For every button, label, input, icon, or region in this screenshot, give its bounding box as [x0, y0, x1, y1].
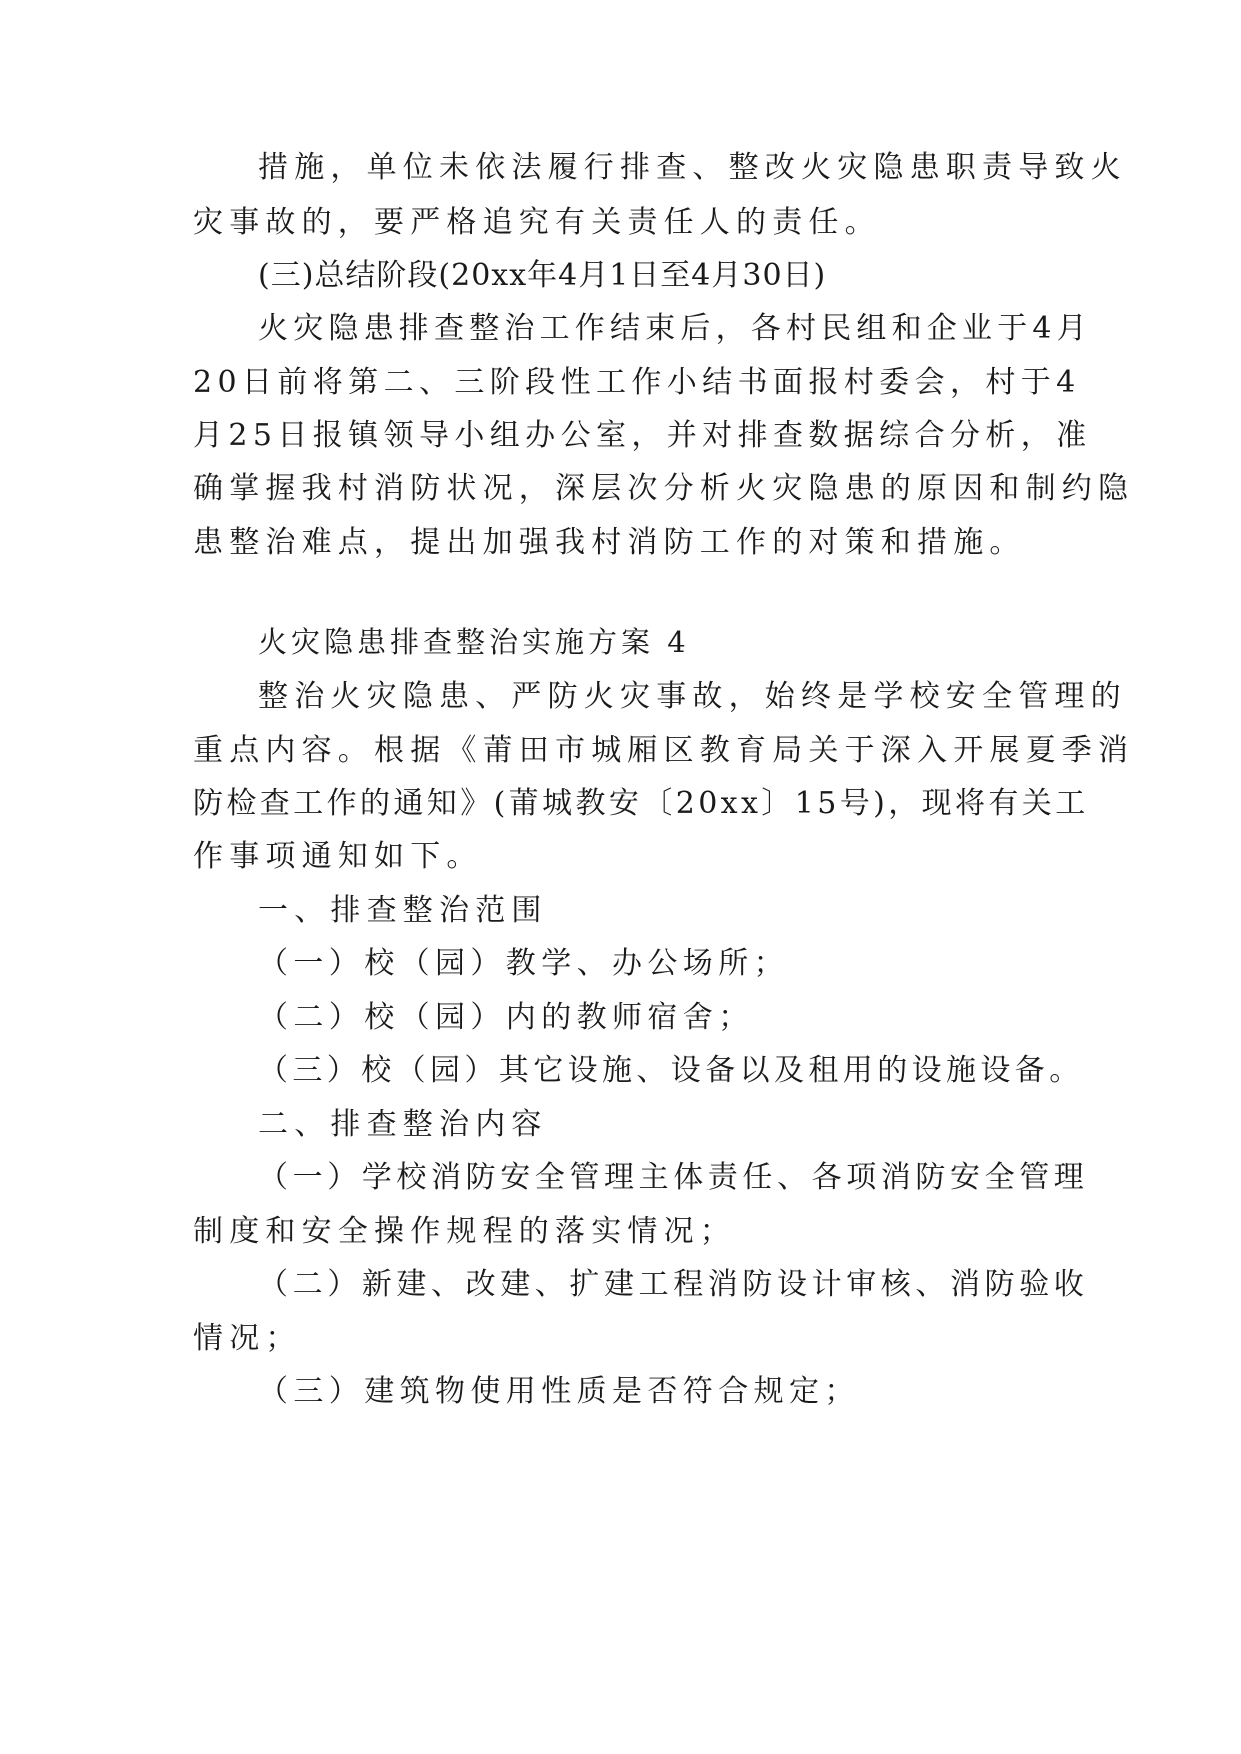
list-item: （二）新建、改建、扩建工程消防设计审核、消防验收 — [258, 1267, 1089, 1302]
section-heading: 二、排查整治内容 — [258, 1107, 548, 1142]
paragraph-line: 灾事故的，要严格追究有关责任人的责任。 — [193, 205, 881, 240]
paragraph-line: 整治火灾隐患、严防火灾事故，始终是学校安全管理的 — [258, 679, 1127, 714]
paragraph-line: 患整治难点，提出加强我村消防工作的对策和措施。 — [193, 525, 1026, 560]
paragraph-line: 防检查工作的通知》(莆城教安〔20xx〕15号)，现将有关工 — [193, 786, 1089, 821]
paragraph-line: 重点内容。根据《莆田市城厢区教育局关于深入开展夏季消 — [193, 733, 1135, 768]
paragraph-line: 措施，单位未依法履行排查、整改火灾隐患职责导致火 — [258, 150, 1127, 185]
paragraph-line: 作事项通知如下。 — [193, 839, 483, 874]
list-item: （一）校（园）教学、办公场所； — [258, 946, 789, 981]
paragraph-line: 确掌握我村消防状况，深层次分析火灾隐患的原因和制约隐 — [193, 471, 1135, 506]
list-item: （三）校（园）其它设施、设备以及租用的设施设备。 — [258, 1053, 1084, 1088]
paragraph-line: 20日前将第二、三阶段性工作小结书面报村委会，村于4 — [193, 365, 1081, 400]
paragraph-line: 制度和安全操作规程的落实情况； — [193, 1214, 736, 1249]
paragraph-line: 情况； — [193, 1321, 302, 1356]
document-title: 火灾隐患排查整治实施方案 4 — [258, 625, 690, 659]
list-item: （二）校（园）内的教师宿舍； — [258, 1000, 754, 1035]
section-heading: 一、排查整治范围 — [258, 893, 548, 928]
list-item: （三）建筑物使用性质是否符合规定； — [258, 1374, 860, 1409]
section-heading: (三)总结阶段(20xx年4月1日至4月30日) — [258, 258, 827, 293]
list-item: （一）学校消防安全管理主体责任、各项消防安全管理 — [258, 1160, 1089, 1195]
paragraph-line: 月25日报镇领导小组办公室，并对排查数据综合分析，准 — [193, 418, 1092, 453]
paragraph-line: 火灾隐患排查整治工作结束后，各村民组和企业于4月 — [258, 311, 1092, 346]
